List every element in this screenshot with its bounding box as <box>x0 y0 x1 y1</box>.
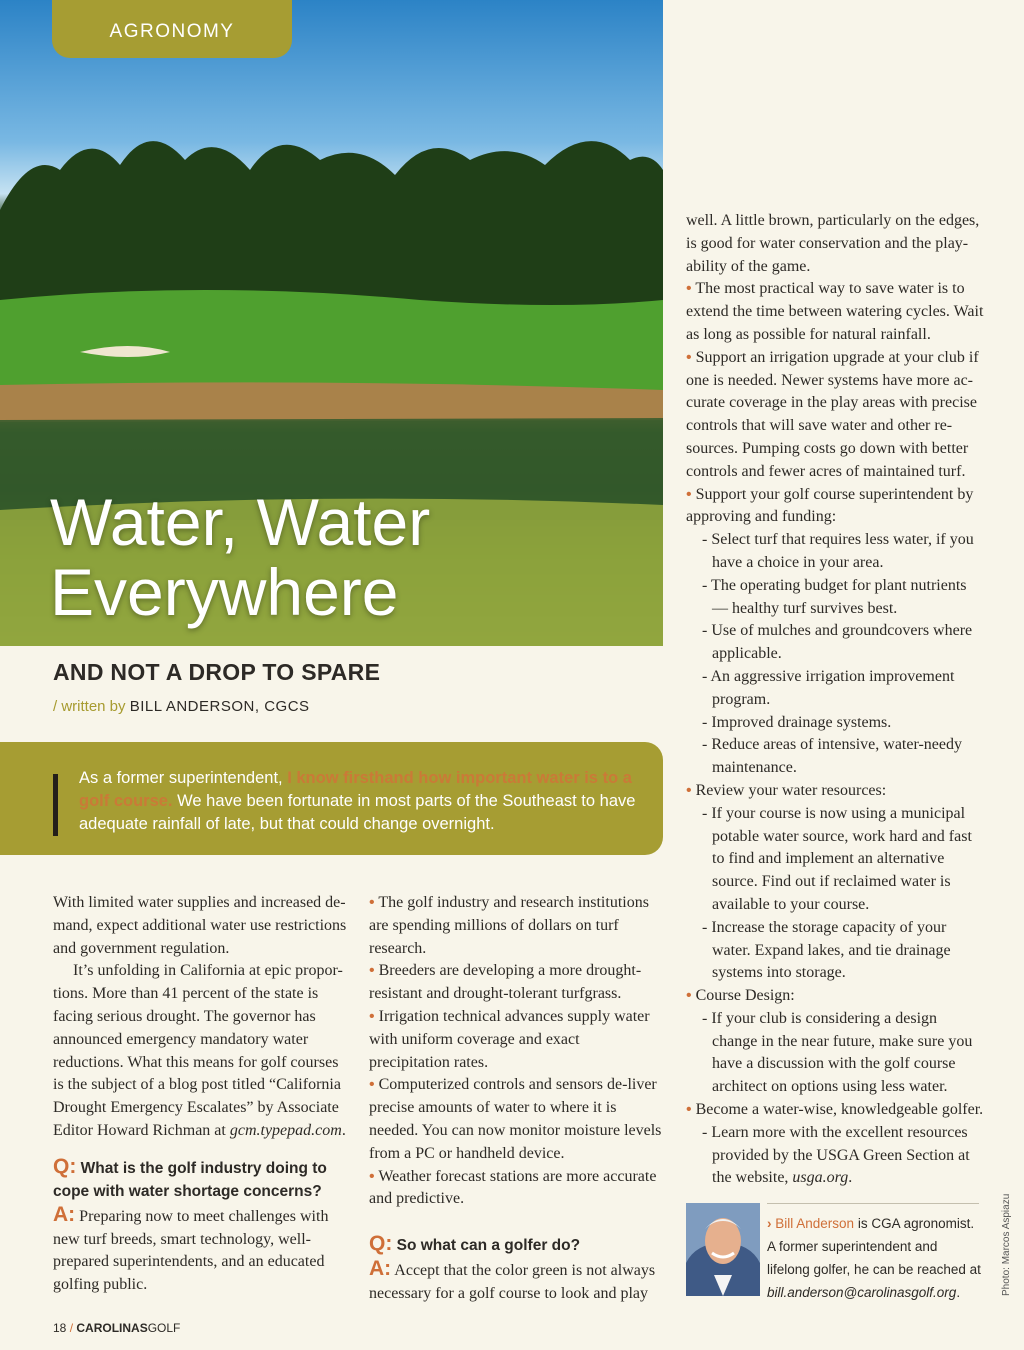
page-number: 18 <box>53 1321 67 1335</box>
bullet-item: • The golf industry and research institutions are spending millions of dollars on turf research. <box>369 894 649 957</box>
question-mark: Q: <box>369 1232 393 1256</box>
bullet-item: • The most practical way to save water is to extend the time between watering cycles. Wait as long as possible for natural rainfall. <box>686 280 984 343</box>
pull-quote-lead: As a former superintendent, <box>79 769 288 787</box>
column-1 <box>53 892 348 1297</box>
column-3 <box>686 210 986 1190</box>
usga-link[interactable]: usga.org <box>792 1169 849 1187</box>
author-email[interactable]: bill.anderson@carolinasgolf.org <box>767 1285 957 1300</box>
answer: A: Preparing now to meet challenges with new turf breeds, smart technology, well-prepared superintendents, and an educated golfing public. <box>53 1202 329 1294</box>
sub-item: - If your course is now using a municipal potable water source, work hard and fast to find and implement an alternative source. Find out if reclaimed water is available to your course. <box>702 804 972 913</box>
sub-item: - Improved drainage systems. <box>702 713 892 731</box>
headline-line-2: Everywhere <box>50 555 399 629</box>
sub-item: - Select turf that requires less water, if you have a choice in your area. <box>702 531 974 571</box>
paragraph: well. A little brown, particularly on the edges, is good for water conservation and the play-ability of the game. <box>686 212 980 275</box>
byline <box>53 698 310 715</box>
bio-name: Bill Anderson <box>775 1216 855 1231</box>
sub-item: - The operating budget for plant nutrients — healthy turf survives best. <box>702 576 967 617</box>
bullet-item: • Support an irrigation upgrade at your club if one is needed. Newer systems have more ac-curate coverage in the play areas with precise controls that will save water and other re-sources. Pumping costs go down with better controls and fewer acres of maintained turf. <box>686 348 979 480</box>
question: Q: What is the golf industry doing to cope with water shortage concerns? <box>53 1154 327 1200</box>
chevron-right-icon: › <box>767 1216 772 1231</box>
question: Q: So what can a golfer do? <box>369 1232 581 1256</box>
page-footer: 18 / CAROLINASGOLF <box>53 1321 181 1335</box>
sub-item: - If your club is considering a design change in the near future, make sure you have a discussion with the golf course architect on options using less water. <box>702 1009 973 1096</box>
bullet-item: • Breeders are developing a more drought-resistant and drought-tolerant turfgrass. <box>369 962 642 1003</box>
bullet-item: • Irrigation technical advances supply water with uniform coverage and exact precipitation rates. <box>369 1007 650 1071</box>
sub-item: - Use of mulches and groundcovers where applicable. <box>702 622 973 663</box>
magazine-name: CAROLINAS <box>76 1321 148 1335</box>
answer-mark: A: <box>369 1257 392 1281</box>
pull-quote <box>0 742 663 855</box>
bullet-item: • Support your golf course superintendent by approving and funding: <box>686 485 974 526</box>
bullet-item: • Computerized controls and sensors de-liver precise amounts of water to where it is needed. You can now monitor moisture levels from a PC or handheld device. <box>369 1076 662 1162</box>
headline <box>50 487 430 627</box>
answer: A: Accept that the color green is not always necessary for a golf course to look and play <box>369 1257 656 1302</box>
subheadline: AND NOT A DROP TO SPARE <box>53 659 381 685</box>
bullet-item: • Become a water-wise, knowledgeable golfer. <box>686 1101 984 1119</box>
paragraph: It’s unfolding in California at epic propor-tions. More than 41 percent of the state is facing serious drought. The governor has announced emergency mandatory water reductions. What this means for golf courses is the subject of a blog post titled “California Drought Emergency Escalates” by Associate Editor Howard Richman at gcm.typepad.com. <box>53 962 346 1139</box>
sub-item: - Reduce areas of intensive, water-needy maintenance. <box>702 736 962 777</box>
sub-item: - An aggressive irrigation improvement program. <box>702 667 955 708</box>
bullet-item: • Weather forecast stations are more accurate and predictive. <box>369 1167 657 1208</box>
pull-quote-rest: We have been fortunate in most parts of the Southeast to have adequate rainfall of late, but that could change overnight. <box>79 792 636 833</box>
sub-item: - Learn more with the excellent resources provided by the USGA Green Section at the website, usga.org. <box>702 1123 970 1187</box>
sub-item: - Increase the storage capacity of your water. Expand lakes, and tie drainage systems into storage. <box>702 918 951 982</box>
answer-mark: A: <box>53 1202 76 1226</box>
byline-prefix: / written by <box>53 698 130 715</box>
pull-quote-text <box>79 767 639 836</box>
author-portrait-illustration <box>686 1203 760 1296</box>
blog-link[interactable]: gcm.typepad.com <box>229 1121 342 1139</box>
question-mark: Q: <box>53 1154 77 1178</box>
pull-quote-highlight: I know firsthand how important water is to a golf course. <box>79 769 632 810</box>
headline-line-1: Water, Water <box>50 485 431 559</box>
bullet-item: • Review your water resources: <box>686 781 887 799</box>
byline-author: BILL ANDERSON, CGCS <box>129 698 310 715</box>
paragraph: With limited water supplies and increased de-mand, expect additional water use restrictions and government regulation. <box>53 894 347 957</box>
column-2 <box>369 892 662 1306</box>
bullet-item: • Course Design: <box>686 987 795 1005</box>
author-photo <box>686 1203 760 1296</box>
photo-credit: Photo: Marcos Aspiazu <box>1001 1193 1012 1296</box>
bio-divider <box>767 1203 979 1204</box>
pull-quote-bar <box>53 774 58 836</box>
author-bio: › Bill Anderson is CGA agronomist. A former superintendent and lifelong golfer, he can be reached at bill.anderson@carolinasgolf.org. <box>767 1216 981 1300</box>
section-tab: AGRONOMY <box>52 0 292 58</box>
